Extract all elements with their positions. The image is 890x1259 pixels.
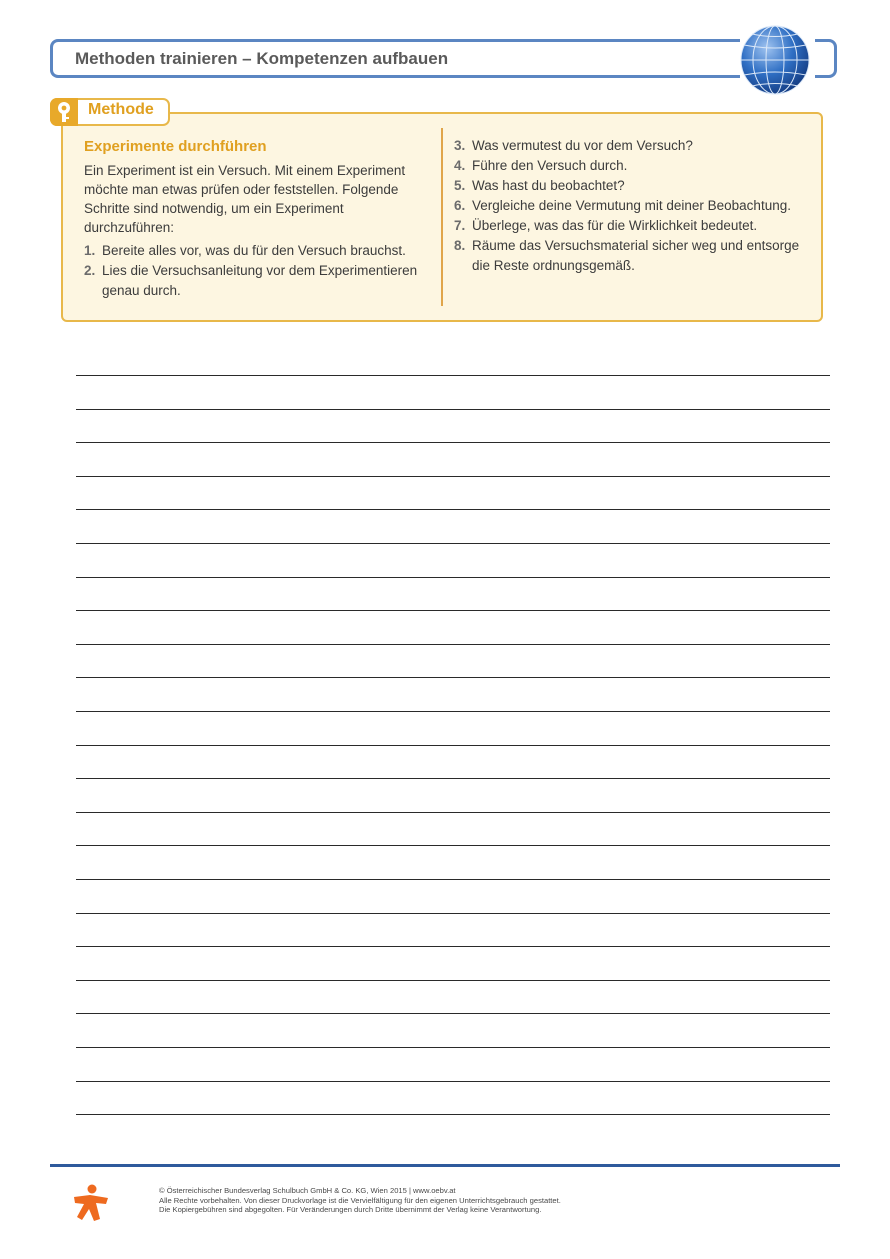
step-text: Führe den Versuch durch. (472, 158, 628, 173)
step-number: 2. (84, 263, 96, 278)
writing-line (76, 980, 830, 981)
footer-rule (50, 1164, 840, 1167)
footer-copyright (159, 1186, 561, 1215)
step-number: 8. (454, 238, 466, 253)
writing-line (76, 476, 830, 477)
writing-line (76, 1114, 830, 1115)
header-bracket (815, 39, 837, 78)
step-text: Lies die Versuchsanleitung vor dem Experimentieren genau durch. (102, 263, 418, 298)
writing-line (76, 644, 830, 645)
step-item (454, 236, 814, 276)
step-item (84, 261, 429, 301)
writing-line (76, 879, 830, 880)
step-text: Bereite alles vor, was du für den Versuch brauchst. (102, 243, 406, 258)
method-right-column (454, 136, 814, 276)
step-number: 4. (454, 158, 466, 173)
step-text: Vergleiche deine Vermutung mit deiner Beobachtung. (472, 198, 791, 213)
writing-line (76, 1081, 830, 1082)
writing-line (76, 442, 830, 443)
method-left-column (84, 138, 429, 301)
writing-line (76, 543, 830, 544)
writing-line (76, 812, 830, 813)
step-text: Räume das Versuchsmaterial sicher weg und entsorge die Reste ordnungsgemäß. (472, 238, 800, 273)
writing-line (76, 409, 830, 410)
step-text: Überlege, was das für die Wirklichkeit bedeutet. (472, 218, 758, 233)
footer-line: © Österreichischer Bundesverlag Schulbuch GmbH & Co. KG, Wien 2015 | www.oebv.at (159, 1186, 456, 1195)
writing-line (76, 845, 830, 846)
footer-line: Alle Rechte vorbehalten. Von dieser Druckvorlage ist die Vervielfältigung für den eigenen Unterrichtsgebrauch gestattet. (159, 1195, 561, 1205)
writing-line (76, 1047, 830, 1048)
step-item (454, 156, 814, 176)
key-icon (50, 98, 78, 126)
step-item (454, 176, 814, 196)
step-number: 6. (454, 198, 466, 213)
writing-line (76, 375, 830, 376)
page-title: Methoden trainieren – Kompetenzen aufbauen (75, 49, 449, 68)
step-number: 3. (454, 138, 466, 153)
section-heading: Experimente durchführen (84, 138, 267, 155)
step-number: 1. (84, 243, 96, 258)
writing-line (76, 778, 830, 779)
method-tab-label: Methode (88, 101, 154, 118)
writing-line (76, 610, 830, 611)
step-item (84, 241, 429, 261)
writing-line (76, 711, 830, 712)
writing-line (76, 1013, 830, 1014)
step-number: 5. (454, 178, 466, 193)
writing-line (76, 745, 830, 746)
footer-line: Die Kopiergebühren sind abgegolten. Für Veränderungen durch Dritte übernimmt der Verlag keine Verantwortung. (159, 1205, 542, 1214)
writing-line (76, 577, 830, 578)
writing-line (76, 913, 830, 914)
step-item (454, 196, 814, 216)
intro-text: Ein Experiment ist ein Versuch. Mit einem Experiment möchte man etwas prüfen oder feststellen. Folgende Schritte sind notwendig, um ein Experiment durchzuführen: (84, 163, 406, 235)
step-item (454, 216, 814, 236)
writing-line (76, 677, 830, 678)
step-text: Was hast du beobachtet? (472, 178, 625, 193)
writing-line (76, 509, 830, 510)
writing-line (76, 946, 830, 947)
column-divider (441, 128, 443, 306)
step-text: Was vermutest du vor dem Versuch? (472, 138, 693, 153)
globe-icon (738, 23, 812, 97)
oebv-logo-icon (70, 1183, 112, 1223)
step-item (454, 136, 814, 156)
step-number: 7. (454, 218, 466, 233)
